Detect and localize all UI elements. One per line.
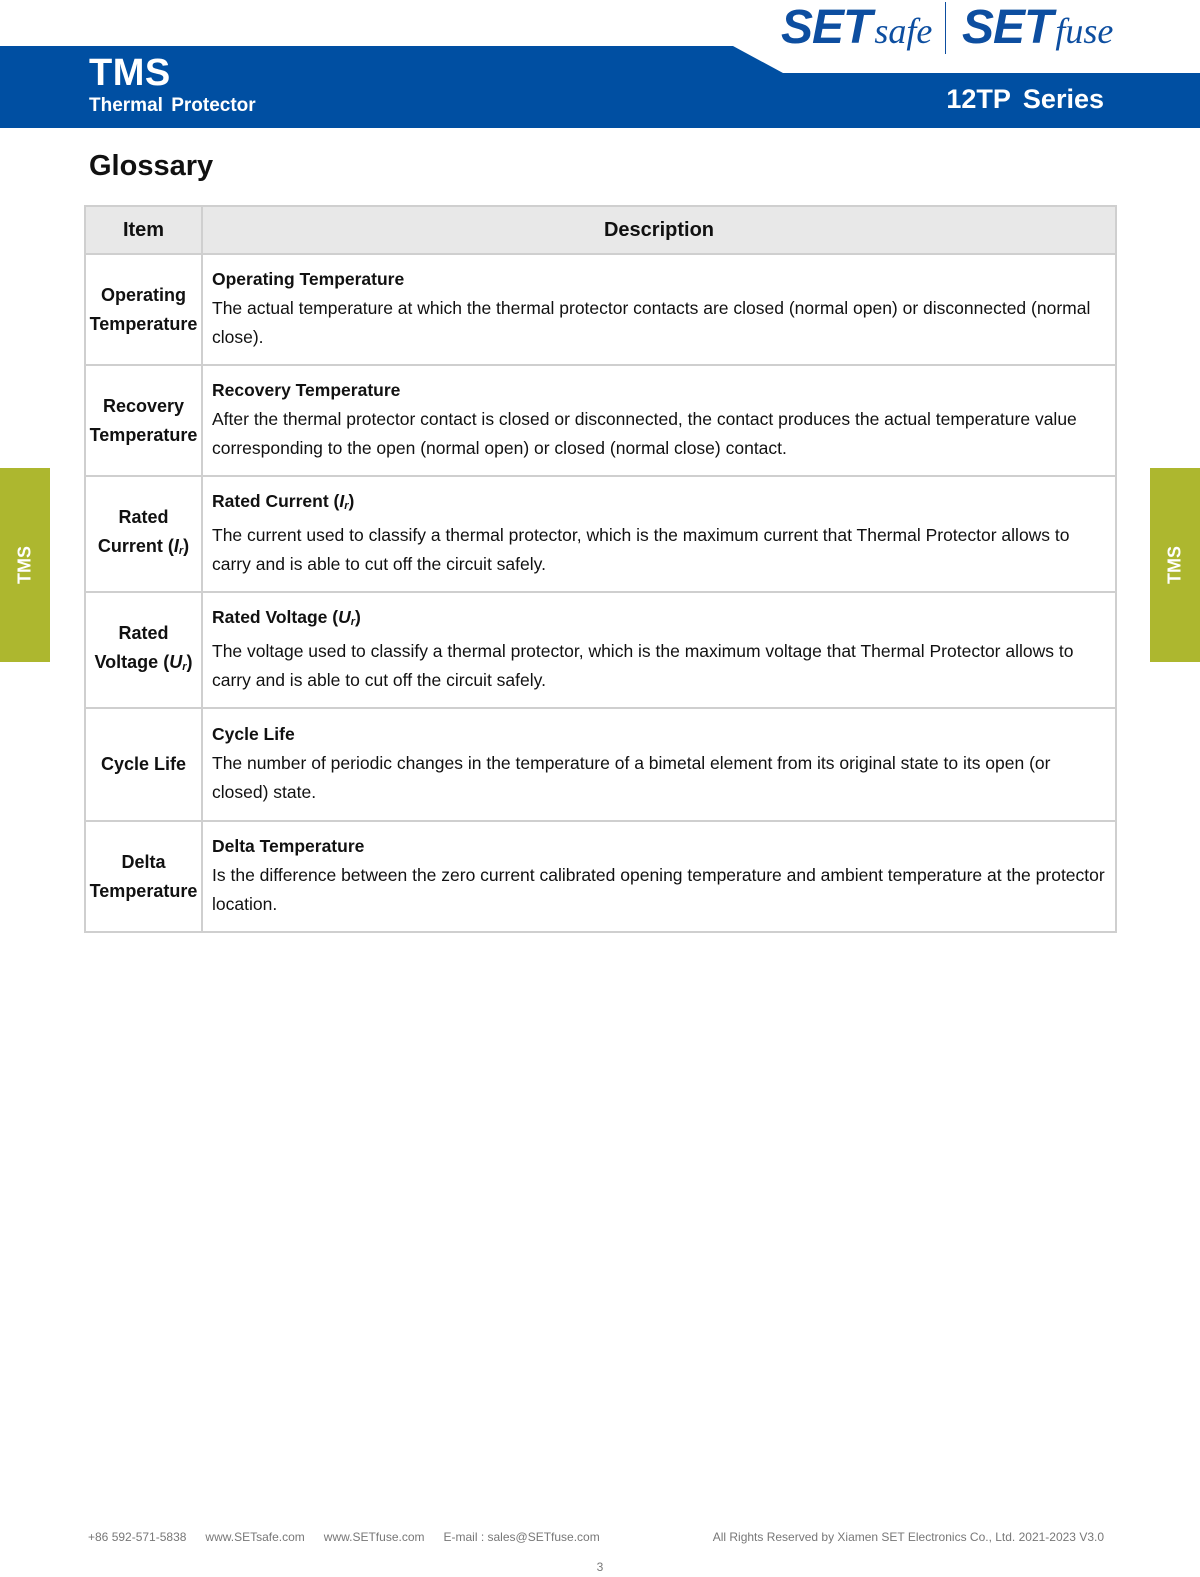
description-cell — [202, 476, 1116, 592]
item-cell — [85, 254, 202, 365]
item-label-line: Temperature — [89, 313, 198, 334]
product-family-subtitle: Thermal Protector — [89, 95, 256, 116]
column-header-description: Description — [202, 206, 1116, 254]
item-cell — [85, 821, 202, 932]
footer-link-setsafe[interactable]: www.SETsafe.com — [205, 1530, 305, 1544]
glossary-table — [84, 205, 1117, 933]
item-cell — [85, 592, 202, 708]
description-cell — [202, 254, 1116, 365]
item-label-text: Voltage ( — [94, 651, 170, 672]
description-cell — [202, 365, 1116, 476]
current-symbol: I — [173, 535, 179, 556]
item-label-line: Temperature — [89, 424, 198, 445]
table-header-row — [85, 206, 1116, 254]
voltage-symbol: U — [169, 651, 183, 672]
item-label-line: Temperature — [89, 880, 198, 901]
side-tab-label: TMS — [1164, 546, 1185, 584]
product-family-title: TMS — [89, 52, 171, 94]
description-title-text: Rated Voltage ( — [212, 607, 339, 627]
description-title: Recovery Temperature — [212, 380, 401, 400]
side-tab-left — [0, 468, 50, 662]
table-row — [85, 476, 1116, 592]
page-number: 3 — [596, 1560, 604, 1574]
side-tab-label: TMS — [14, 546, 35, 584]
footer-copyright: All Rights Reserved by Xiamen SET Electronics Co., Ltd. 2021-2023 V3.0 — [712, 1530, 1104, 1544]
series-label: 12TP Series — [946, 84, 1104, 114]
description-title: Cycle Life — [212, 724, 295, 744]
logo-word-text: safe — [874, 11, 933, 51]
description-cell — [202, 592, 1116, 708]
subscript: r — [350, 616, 356, 628]
description-title-text: Rated Current ( — [212, 491, 340, 511]
logo-brand-text: SET — [962, 1, 1053, 54]
setfuse-logo — [962, 0, 1113, 56]
item-label-line: Cycle Life — [100, 754, 187, 774]
description-title: Delta Temperature — [212, 836, 365, 856]
table-row — [85, 365, 1116, 476]
description-text: The actual temperature at which the thermal protector contacts are closed (normal open) or disconnected (normal close). — [212, 298, 1091, 347]
subscript: r — [182, 660, 187, 673]
description-title — [212, 487, 1107, 521]
description-text: After the thermal protector contact is closed or disconnected, the contact produces the actual temperature value corresponding to the open (normal open) or closed (normal close) contact. — [212, 409, 1077, 458]
table-row — [85, 254, 1116, 365]
page-title: Glossary — [89, 150, 214, 182]
table-row — [85, 592, 1116, 708]
table-row — [85, 821, 1116, 932]
current-symbol: I — [339, 491, 345, 511]
close-paren: ) — [186, 651, 193, 672]
item-cell — [85, 365, 202, 476]
logo-divider — [945, 2, 946, 54]
footer-phone: +86 592-571-5838 — [88, 1530, 187, 1544]
description-title: Operating Temperature — [212, 269, 405, 289]
item-cell — [85, 476, 202, 592]
item-label-line — [88, 532, 199, 566]
item-label-line: Rated — [118, 622, 169, 643]
footer-link-setfuse[interactable]: www.SETfuse.com — [323, 1530, 425, 1544]
item-cell — [85, 708, 202, 821]
description-cell — [202, 821, 1116, 932]
item-label-line: Delta — [121, 851, 166, 872]
close-paren: ) — [348, 491, 355, 511]
close-paren: ) — [183, 535, 190, 556]
footer-contacts — [88, 1530, 600, 1544]
footer-email[interactable]: E-mail : sales@SETfuse.com — [443, 1530, 600, 1544]
header-band — [0, 0, 1200, 130]
item-label-text: Current ( — [97, 535, 174, 556]
item-label-line: Operating — [100, 284, 186, 305]
logo-word-text: fuse — [1055, 11, 1114, 51]
item-label-line: Rated — [118, 506, 169, 527]
description-text: Is the difference between the zero current calibrated opening temperature and ambient temperature at the protector location. — [212, 865, 1105, 914]
voltage-symbol: U — [338, 607, 351, 627]
subscript: r — [344, 500, 349, 512]
table-row — [85, 708, 1116, 821]
column-header-item: Item — [85, 206, 202, 254]
setsafe-logo — [781, 0, 932, 56]
description-text: The current used to classify a thermal protector, which is the maximum current that Thermal Protector allows to carry and is able to cut off the circuit safely. — [212, 525, 1070, 574]
side-tab-right — [1150, 468, 1200, 662]
item-label-line — [88, 648, 199, 682]
logo-brand-text: SET — [781, 1, 872, 54]
description-title — [212, 603, 1107, 637]
description-text: The number of periodic changes in the temperature of a bimetal element from its original state to its open (or closed) state. — [212, 753, 1051, 802]
subscript: r — [178, 544, 184, 557]
item-label-line: Recovery — [102, 395, 185, 416]
close-paren: ) — [355, 607, 361, 627]
description-text: The voltage used to classify a thermal protector, which is the maximum voltage that Thermal Protector allows to carry and is able to cut off the circuit safely. — [212, 641, 1074, 690]
description-cell — [202, 708, 1116, 821]
